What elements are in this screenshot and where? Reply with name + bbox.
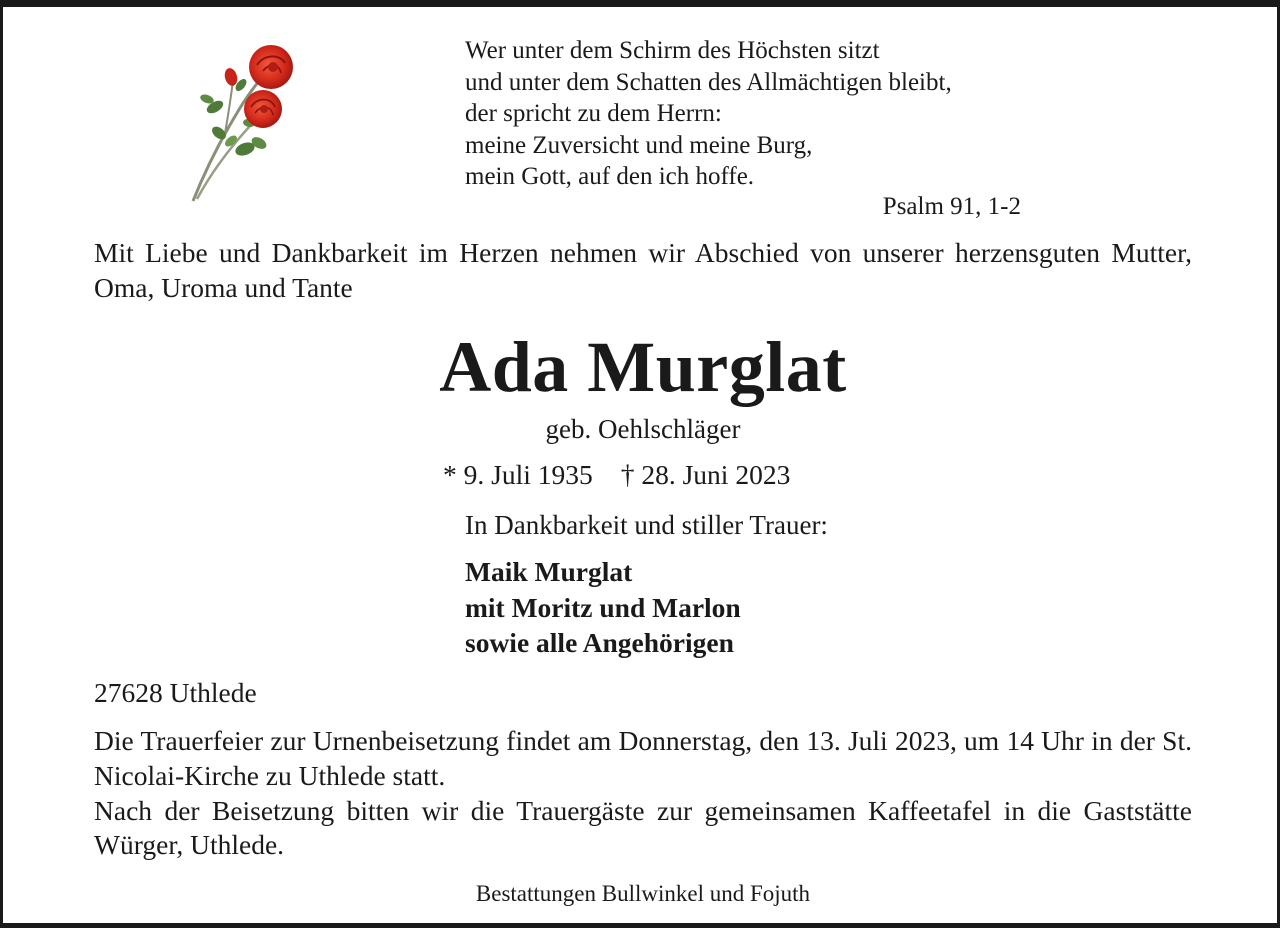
undertaker: Bestattungen Bullwinkel und Fojuth [475,881,811,906]
place: 27628 Uthlede [94,677,257,708]
family-names [465,554,741,661]
family-line: sowie alle Angehörigen [465,627,734,658]
red-roses-icon [185,41,305,206]
reception-text: Nach der Beisetzung bitten wir die Trauergäste zur gemeinsamen Kaffeetafel in die Gaststätte Würger, Uthlede. [94,794,1192,861]
psalm-reference: Psalm 91, 1-2 [882,193,1021,220]
deceased-name: Ada Murglat [439,327,847,407]
service-info [94,724,1192,863]
life-dates [443,457,790,493]
psalm-line: der spricht zu dem Herrn: [465,100,722,127]
ceremony-text: Die Trauerfeier zur Urnenbeisetzung findet am Donnerstag, den 13. Juli 2023, um 14 Uhr in der St. Nicolai-Kirche zu Uthlede statt. [94,725,1192,791]
family-line: mit Moritz und Marlon [465,591,741,623]
mourning-line: In Dankbarkeit und stiller Trauer: [465,510,828,540]
birth-date: * 9. Juli 1935 [443,459,593,490]
psalm-quote [465,35,952,193]
family-line: Maik Murglat [465,556,633,587]
psalm-line: und unter dem Schatten des Allmächtigen bleibt, [465,68,952,96]
psalm-line: meine Zuversicht und meine Burg, [465,131,813,159]
birth-name: geb. Oehlschläger [545,414,741,444]
psalm-line: Wer unter dem Schirm des Höchsten sitzt [465,37,880,64]
intro-text: Mit Liebe und Dankbarkeit im Herzen nehmen wir Abschied von unserer herzensguten Mutter, Oma, Uroma und Tante [94,237,1192,303]
death-date: † 28. Juni 2023 [620,459,791,490]
psalm-line: mein Gott, auf den ich hoffe. [465,163,755,190]
